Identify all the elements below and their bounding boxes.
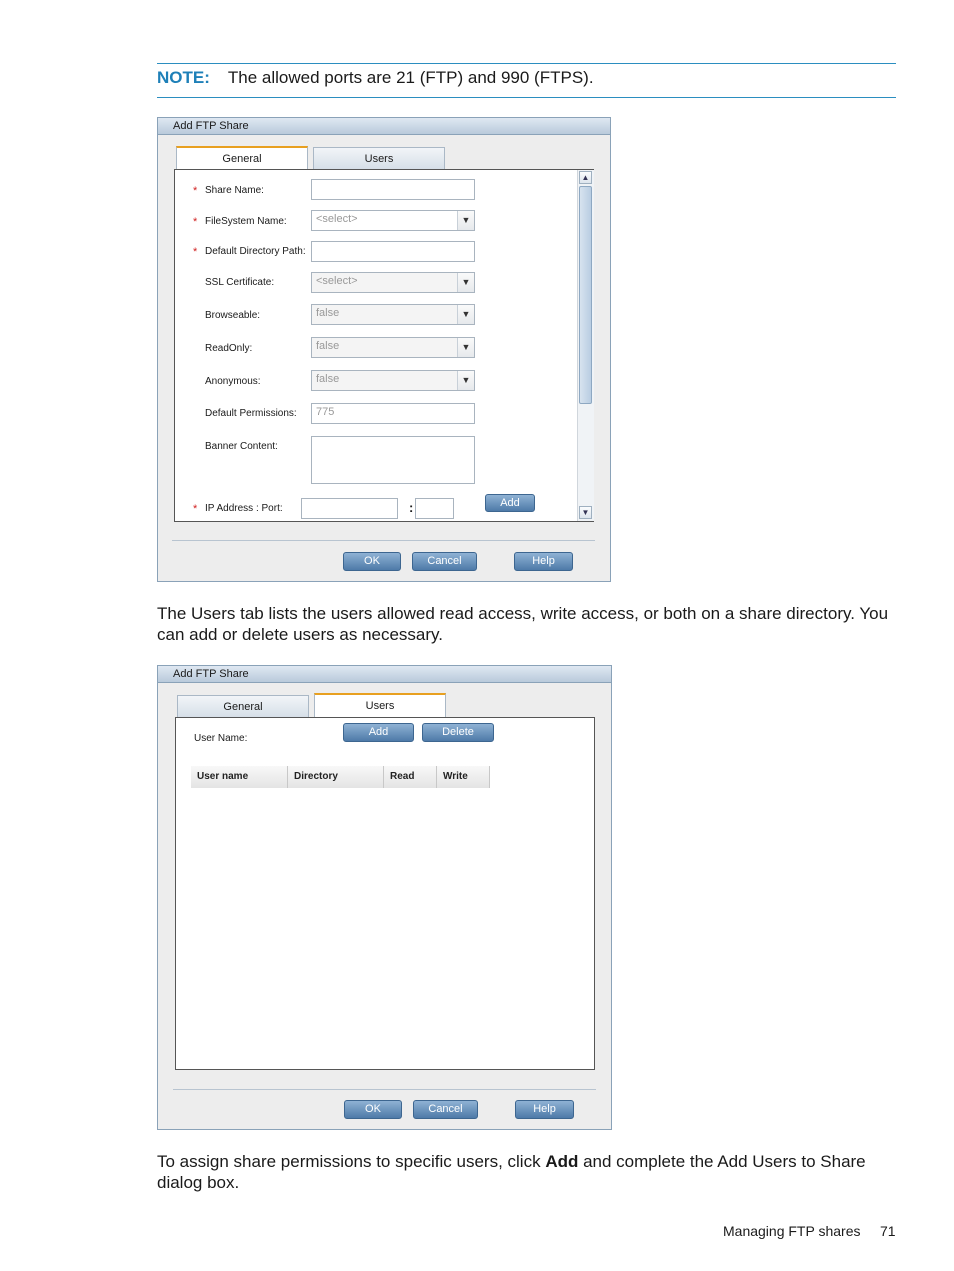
instructions-before: To assign share permissions to specific users, click <box>157 1152 546 1171</box>
scroll-up-icon[interactable]: ▲ <box>579 171 592 184</box>
cancel-button[interactable]: Cancel <box>413 1100 478 1119</box>
delete-user-button[interactable]: Delete <box>422 723 494 742</box>
anonymous-label: Anonymous: <box>205 376 261 387</box>
share-name-input[interactable] <box>311 179 475 200</box>
chevron-down-icon[interactable]: ▼ <box>457 371 474 390</box>
ssl-certificate-select[interactable] <box>311 272 475 293</box>
column-header-user-name[interactable]: User name <box>191 766 288 788</box>
filesystem-name-select[interactable] <box>311 210 475 231</box>
instructions-add-keyword: Add <box>545 1152 579 1171</box>
required-mark: * <box>193 246 198 258</box>
tab-users[interactable]: Users <box>313 147 445 169</box>
chevron-down-icon[interactable]: ▼ <box>457 305 474 324</box>
chevron-down-icon[interactable]: ▼ <box>457 338 474 357</box>
ip-address-port-label: IP Address : Port: <box>205 503 283 514</box>
required-mark: * <box>193 185 198 197</box>
assign-permissions-instructions <box>157 1151 897 1193</box>
column-header-write[interactable]: Write <box>437 766 490 788</box>
port-input[interactable] <box>415 498 454 519</box>
ok-button[interactable]: OK <box>343 552 401 571</box>
tab-users[interactable]: Users <box>314 693 446 718</box>
default-permissions-label: Default Permissions: <box>205 408 297 419</box>
user-name-label: User Name: <box>194 733 248 744</box>
column-header-read[interactable]: Read <box>384 766 437 788</box>
note <box>157 68 594 88</box>
tab-general[interactable]: General <box>176 146 308 170</box>
readonly-select[interactable] <box>311 337 475 358</box>
browseable-value: false <box>316 307 340 319</box>
chevron-down-icon[interactable]: ▼ <box>457 211 474 230</box>
column-header-directory[interactable]: Directory <box>288 766 384 788</box>
note-top-rule <box>157 63 896 64</box>
port-separator: : <box>409 500 414 515</box>
ip-address-input[interactable] <box>301 498 398 519</box>
note-text: The allowed ports are 21 (FTP) and 990 (FTPS). <box>227 68 594 87</box>
default-directory-path-input[interactable] <box>311 241 475 262</box>
users-tab-description: The Users tab lists the users allowed read access, write access, or both on a share directory. You can add or delete users as necessary. <box>157 604 889 644</box>
share-name-label: Share Name: <box>205 185 264 196</box>
scroll-thumb[interactable] <box>579 186 592 404</box>
ssl-certificate-label: SSL Certificate: <box>205 277 275 288</box>
banner-content-label: Banner Content: <box>205 441 278 452</box>
browseable-label: Browseable: <box>205 310 261 321</box>
help-button[interactable]: Help <box>514 552 573 571</box>
page-number: 71 <box>880 1223 896 1239</box>
cancel-button[interactable]: Cancel <box>412 552 477 571</box>
banner-content-textarea[interactable] <box>311 436 475 484</box>
add-user-button[interactable]: Add <box>343 723 414 742</box>
dialog-separator <box>173 1089 596 1090</box>
dialog-separator <box>172 540 595 541</box>
add-ip-button[interactable]: Add <box>485 494 535 512</box>
help-button[interactable]: Help <box>515 1100 574 1119</box>
dialog-title: Add FTP Share <box>158 666 611 683</box>
filesystem-name-value: <select> <box>316 213 358 225</box>
default-permissions-input[interactable]: 775 <box>311 403 475 424</box>
instructions-after: and complete the Add Users to Share dialog box. <box>157 1152 866 1192</box>
scroll-down-icon[interactable]: ▼ <box>579 506 592 519</box>
chevron-down-icon[interactable]: ▼ <box>457 273 474 292</box>
anonymous-select[interactable] <box>311 370 475 391</box>
filesystem-name-label: FileSystem Name: <box>205 216 287 227</box>
required-mark: * <box>193 503 198 515</box>
required-mark: * <box>193 216 198 228</box>
readonly-label: ReadOnly: <box>205 343 253 354</box>
ssl-certificate-value: <select> <box>316 275 358 287</box>
default-directory-path-label: Default Directory Path: <box>205 246 306 257</box>
dialog-title: Add FTP Share <box>158 118 610 135</box>
note-label: NOTE: <box>157 68 210 87</box>
browseable-select[interactable] <box>311 304 475 325</box>
readonly-value: false <box>316 340 340 352</box>
note-bottom-rule <box>157 97 896 98</box>
anonymous-value: false <box>316 373 340 385</box>
ok-button[interactable]: OK <box>344 1100 402 1119</box>
tab-general[interactable]: General <box>177 695 309 717</box>
footer-section-title: Managing FTP shares <box>723 1223 861 1239</box>
